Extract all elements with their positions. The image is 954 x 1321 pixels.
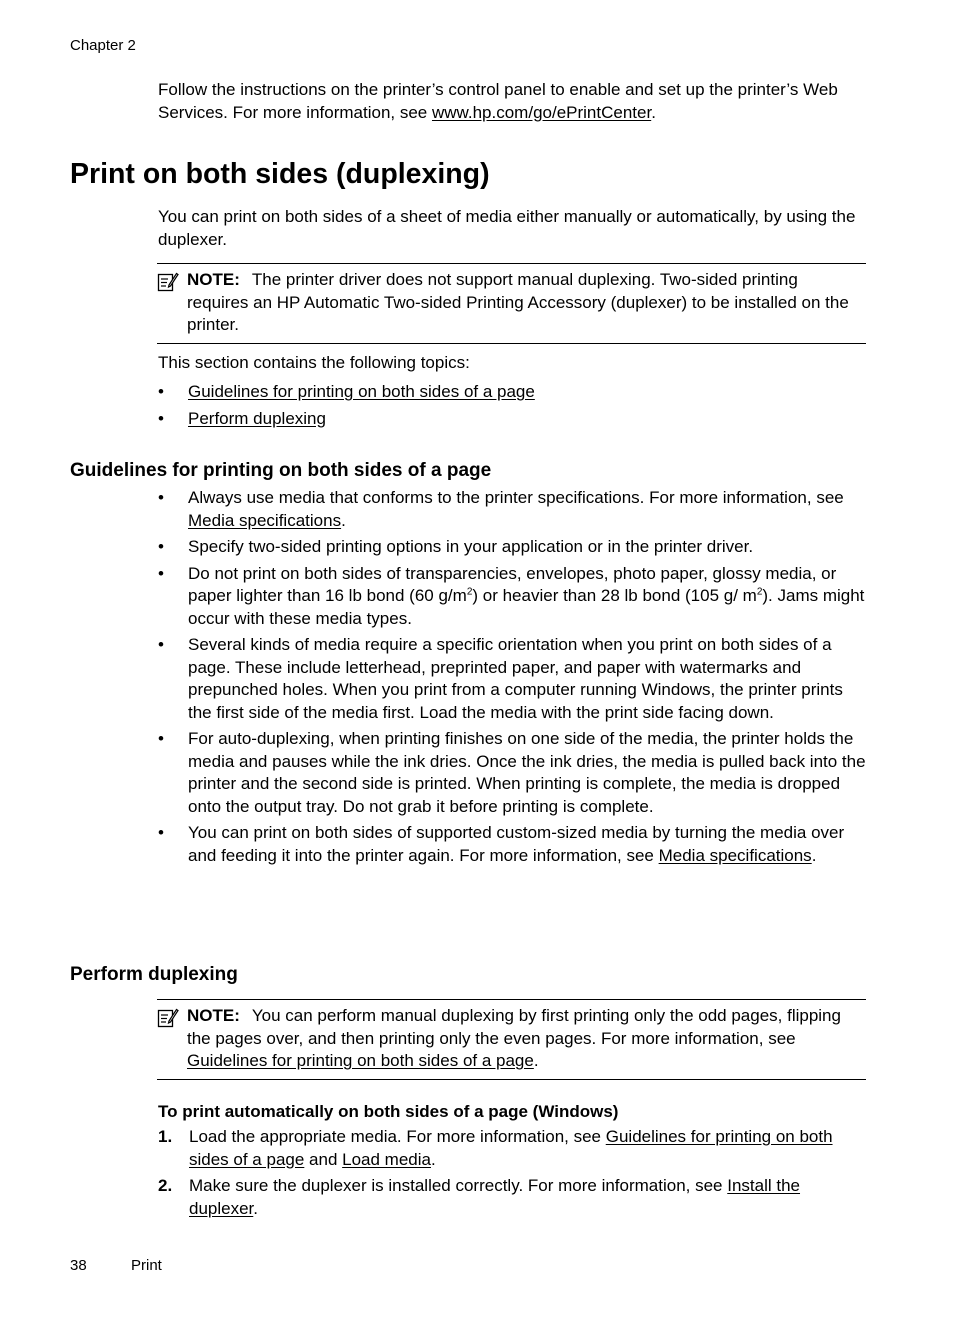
- note-box-driver: [157, 263, 866, 344]
- list-item: [157, 381, 866, 404]
- procedure-title: To print automatically on both sides of a page (Windows): [158, 1102, 619, 1121]
- step-number: 2.: [158, 1176, 173, 1195]
- topics-intro: This section contains the following topics:: [158, 353, 470, 372]
- list-item: • Several kinds of media require a specific orientation when you print on both sides of a page. These include letterhead, preprinted paper, and paper with watermarks and prepunched holes. When you print from a computer running Windows, the printer prints the first side of the media first. Load the media with the print side facing down.: [157, 634, 866, 724]
- bullet-text: ) or heavier than 28 lb bond (105 g/ m: [472, 586, 757, 605]
- procedure-steps: [158, 1126, 866, 1220]
- bullet-text: Do not print on both sides of transparencies, envelopes, photo paper, glossy media, or paper lighter than 16 lb bond (60 g/m: [188, 563, 837, 605]
- step-punct: .: [430, 1149, 436, 1169]
- guidelines-list: [157, 487, 866, 867]
- guidelines-heading: Guidelines for printing on both sides of a page: [70, 460, 492, 481]
- step-punct: .: [253, 1198, 259, 1218]
- media-specs-link[interactable]: Media specifications: [658, 845, 812, 865]
- section-intro: You can print on both sides of a sheet of media either manually or automatically, by using the duplexer.: [158, 207, 856, 249]
- superscript: 2: [756, 586, 763, 598]
- chapter-label: Chapter 2: [70, 37, 136, 54]
- intro-text: Follow the instructions on the printer’s control panel to enable and set up the printer’s Web Services. For more information, see: [158, 80, 838, 122]
- intro-punct: .: [651, 102, 656, 122]
- step-text: Make sure the duplexer is installed correctly. For more information, see: [189, 1176, 728, 1195]
- list-item: [157, 487, 866, 532]
- guidelines-link[interactable]: Guidelines for printing on both sides of a page: [187, 1051, 534, 1070]
- page-number: 38: [70, 1257, 87, 1274]
- guidelines-link[interactable]: Guidelines for printing on both sides of a page: [189, 1127, 833, 1169]
- perform-heading: Perform duplexing: [70, 964, 238, 985]
- bullet-text: ). Jams might occur with these media types.: [188, 586, 865, 628]
- step-text: Load the appropriate media. For more information, see: [189, 1127, 606, 1146]
- note-box-manual: [157, 999, 866, 1080]
- note-label: NOTE:: [187, 270, 240, 289]
- list-item: • For auto-duplexing, when printing finishes on one side of the media, the printer holds the media and pauses while the ink dries. Once the ink dries, the media is pulled back into the printer and the second side is printed. When printing is complete, the media is dropped onto the output tray. Do not grab it before printing is complete.: [157, 728, 866, 818]
- bullet-punct: .: [811, 845, 817, 865]
- topic-link-guidelines[interactable]: Guidelines for printing on both sides of a page: [188, 382, 535, 401]
- page-title: Print on both sides (duplexing): [70, 158, 490, 190]
- topic-link-perform[interactable]: Perform duplexing: [188, 408, 326, 428]
- bullet-text: You can print on both sides of supported custom-sized media by turning the media over and feeding it into the printer again. For more information, see: [188, 823, 845, 865]
- intro-paragraph: [158, 79, 863, 124]
- list-item: • Specify two-sided printing options in your application or in the printer driver.: [157, 536, 866, 559]
- list-item: [157, 563, 866, 631]
- note-icon: [157, 1007, 179, 1029]
- bullet-text: Always use media that conforms to the printer specifications. For more information, see: [188, 488, 844, 507]
- step-number: 1.: [158, 1127, 173, 1146]
- note-icon: [157, 271, 179, 293]
- footer-section: Print: [131, 1257, 162, 1274]
- list-item: [157, 822, 866, 867]
- bullet-punct: .: [341, 510, 346, 530]
- note-text: You can perform manual duplexing by first printing only the odd pages, flipping the pages over, and then printing only the even pages. For more information, see: [187, 1006, 841, 1048]
- install-duplexer-link[interactable]: Install the duplexer: [189, 1176, 801, 1218]
- step-item: [158, 1126, 866, 1171]
- eprint-center-link[interactable]: www.hp.com/go/ePrintCenter: [431, 102, 652, 122]
- note-punct: .: [533, 1051, 539, 1070]
- list-item: [157, 408, 866, 431]
- load-media-link[interactable]: Load media: [342, 1149, 431, 1169]
- superscript: 2: [466, 586, 473, 598]
- topics-list: [157, 381, 866, 430]
- step-text: and: [304, 1149, 343, 1169]
- note-label: NOTE:: [187, 1006, 240, 1025]
- note-text: The printer driver does not support manual duplexing. Two-sided printing requires an HP Automatic Two-sided Printing Accessory (duplexer) to be installed on the printer.: [187, 270, 849, 334]
- media-specs-link[interactable]: Media specifications: [188, 510, 342, 530]
- step-item: [158, 1175, 866, 1220]
